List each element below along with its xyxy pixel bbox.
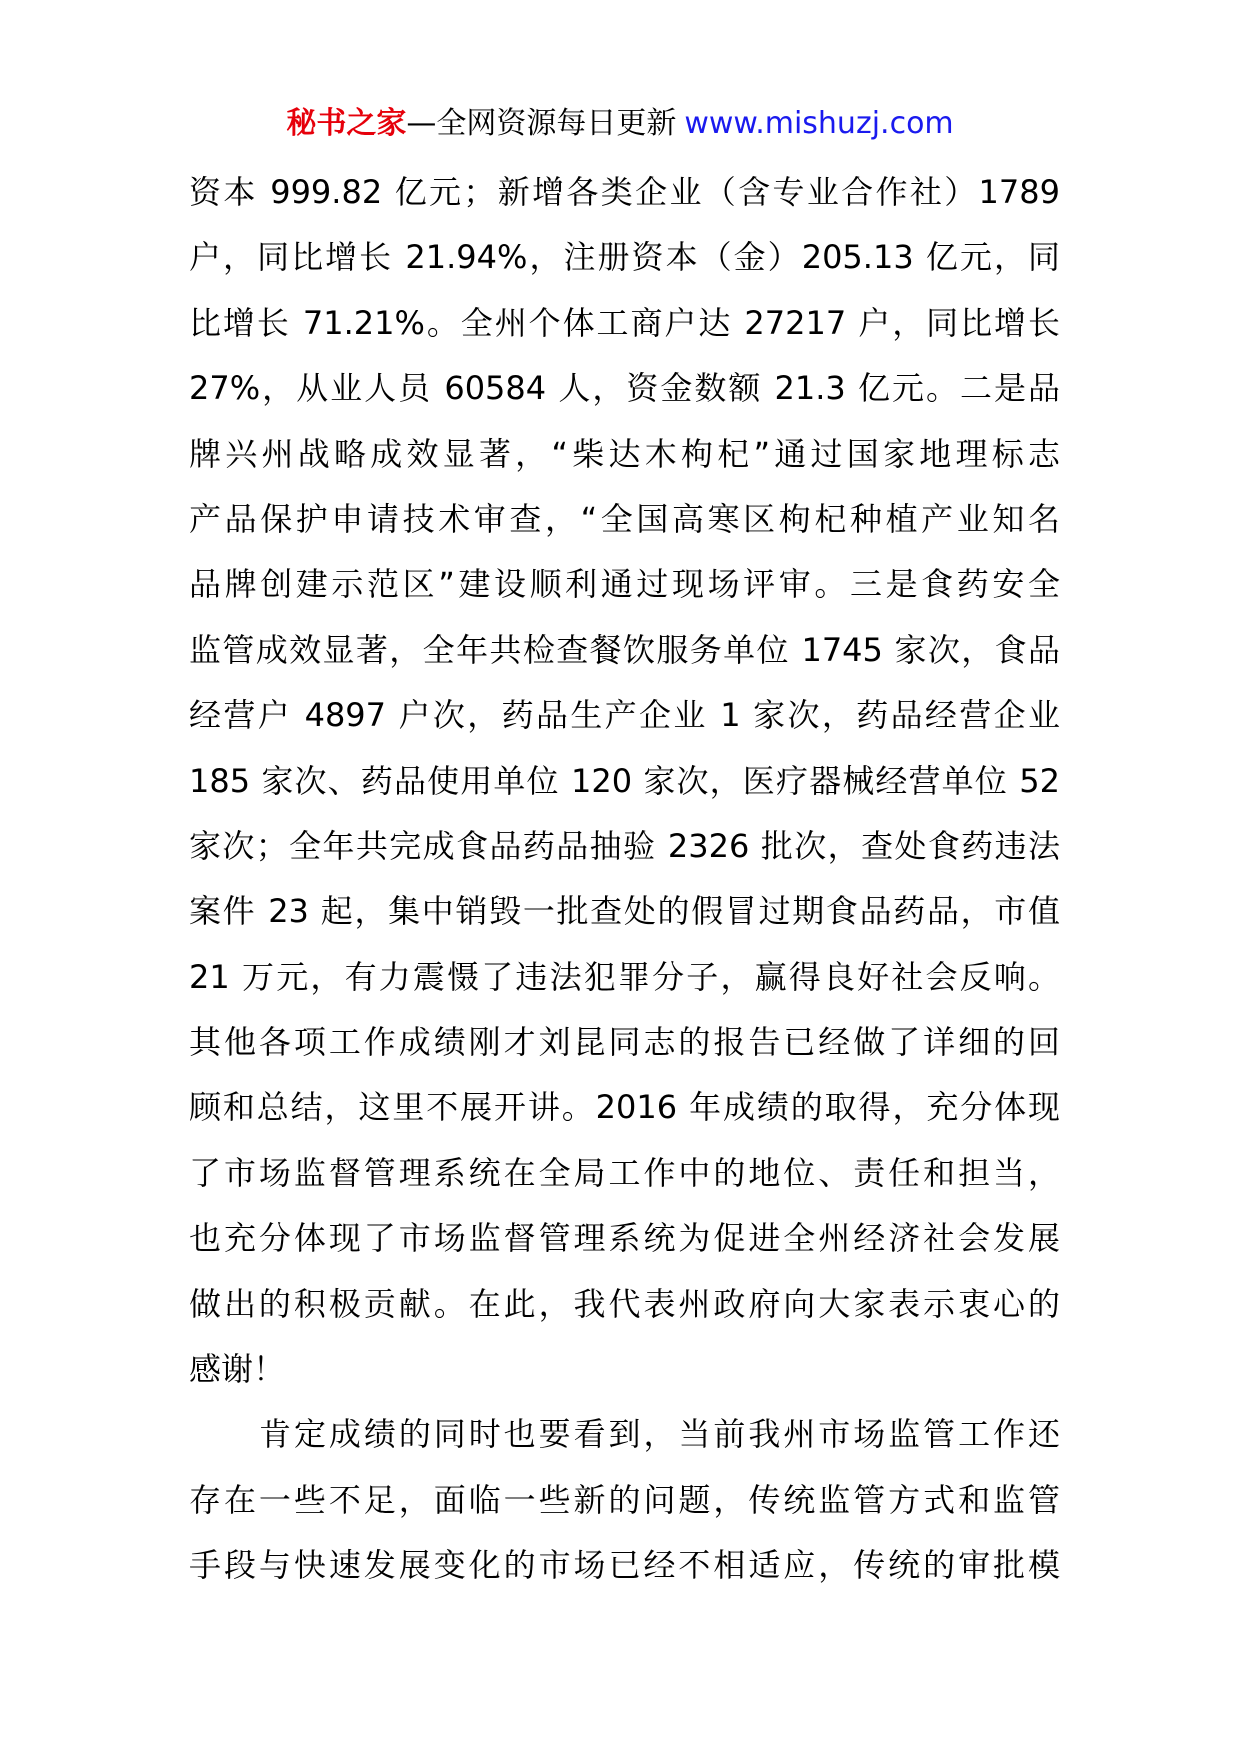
paragraph-1 — [189, 160, 1060, 1402]
text-line: 牌兴州战略成效显著，“柴达木枸杞”通过国家地理标志 — [189, 434, 1060, 473]
text-line: 185 家次、药品使用单位 120 家次，医疗器械经营单位 52 — [189, 761, 1060, 800]
text-line: 家次；全年共完成食品药品抽验 2326 批次，查处食药违法 — [189, 826, 1060, 865]
text-line: 手段与快速发展变化的市场已经不相适应，传统的审批模 — [189, 1546, 1060, 1585]
text-line: 存在一些不足，面临一些新的问题，传统监管方式和监管 — [189, 1480, 1060, 1519]
site-url-link[interactable]: www.mishuzj.com — [684, 106, 954, 141]
site-slogan: —全网资源每日更新 — [406, 106, 677, 141]
text-line: 27%，从业人员 60584 人，资金数额 21.3 亿元。二是品 — [189, 369, 1060, 408]
paragraph-2 — [189, 1402, 1060, 1598]
text-line: 监管成效显著，全年共检查餐饮服务单位 1745 家次，食品 — [189, 630, 1060, 669]
document-body — [189, 160, 1060, 1599]
text-line: 户，同比增长 21.94%，注册资本（金）205.13 亿元，同 — [189, 238, 1060, 277]
text-line: 了市场监督管理系统在全局工作中的地位、责任和担当， — [189, 1153, 1060, 1192]
text-line: 经营户 4897 户次，药品生产企业 1 家次，药品经营企业 — [189, 696, 1060, 735]
text-line: 其他各项工作成绩刚才刘昆同志的报告已经做了详细的回 — [189, 1023, 1060, 1062]
text-line: 比增长 71.21%。全州个体工商户达 27217 户，同比增长 — [189, 303, 1060, 342]
text-line: 21 万元，有力震慑了违法犯罪分子，赢得良好社会反响。 — [189, 957, 1060, 996]
text-line: 顾和总结，这里不展开讲。2016 年成绩的取得，充分体现 — [189, 1088, 1060, 1127]
text-line: 做出的积极贡献。在此，我代表州政府向大家表示衷心的 — [189, 1284, 1060, 1323]
text-line: 产品保护申请技术审查，“全国高寒区枸杞种植产业知名 — [189, 499, 1060, 538]
text-line: 品牌创建示范区”建设顺利通过现场评审。三是食药安全 — [189, 565, 1060, 604]
text-line: 也充分体现了市场监督管理系统为促进全州经济社会发展 — [189, 1219, 1060, 1258]
text-line: 案件 23 起，集中销毁一批查处的假冒过期食品药品，市值 — [189, 892, 1060, 931]
page-header — [0, 104, 1240, 144]
text-line: 感谢！ — [189, 1350, 286, 1389]
text-line: 资本 999.82 亿元；新增各类企业（含专业合作社）1789 — [189, 173, 1060, 211]
text-line: 肯定成绩的同时也要看到，当前我州市场监管工作还 — [259, 1415, 1060, 1454]
site-brand: 秘书之家 — [286, 106, 407, 141]
